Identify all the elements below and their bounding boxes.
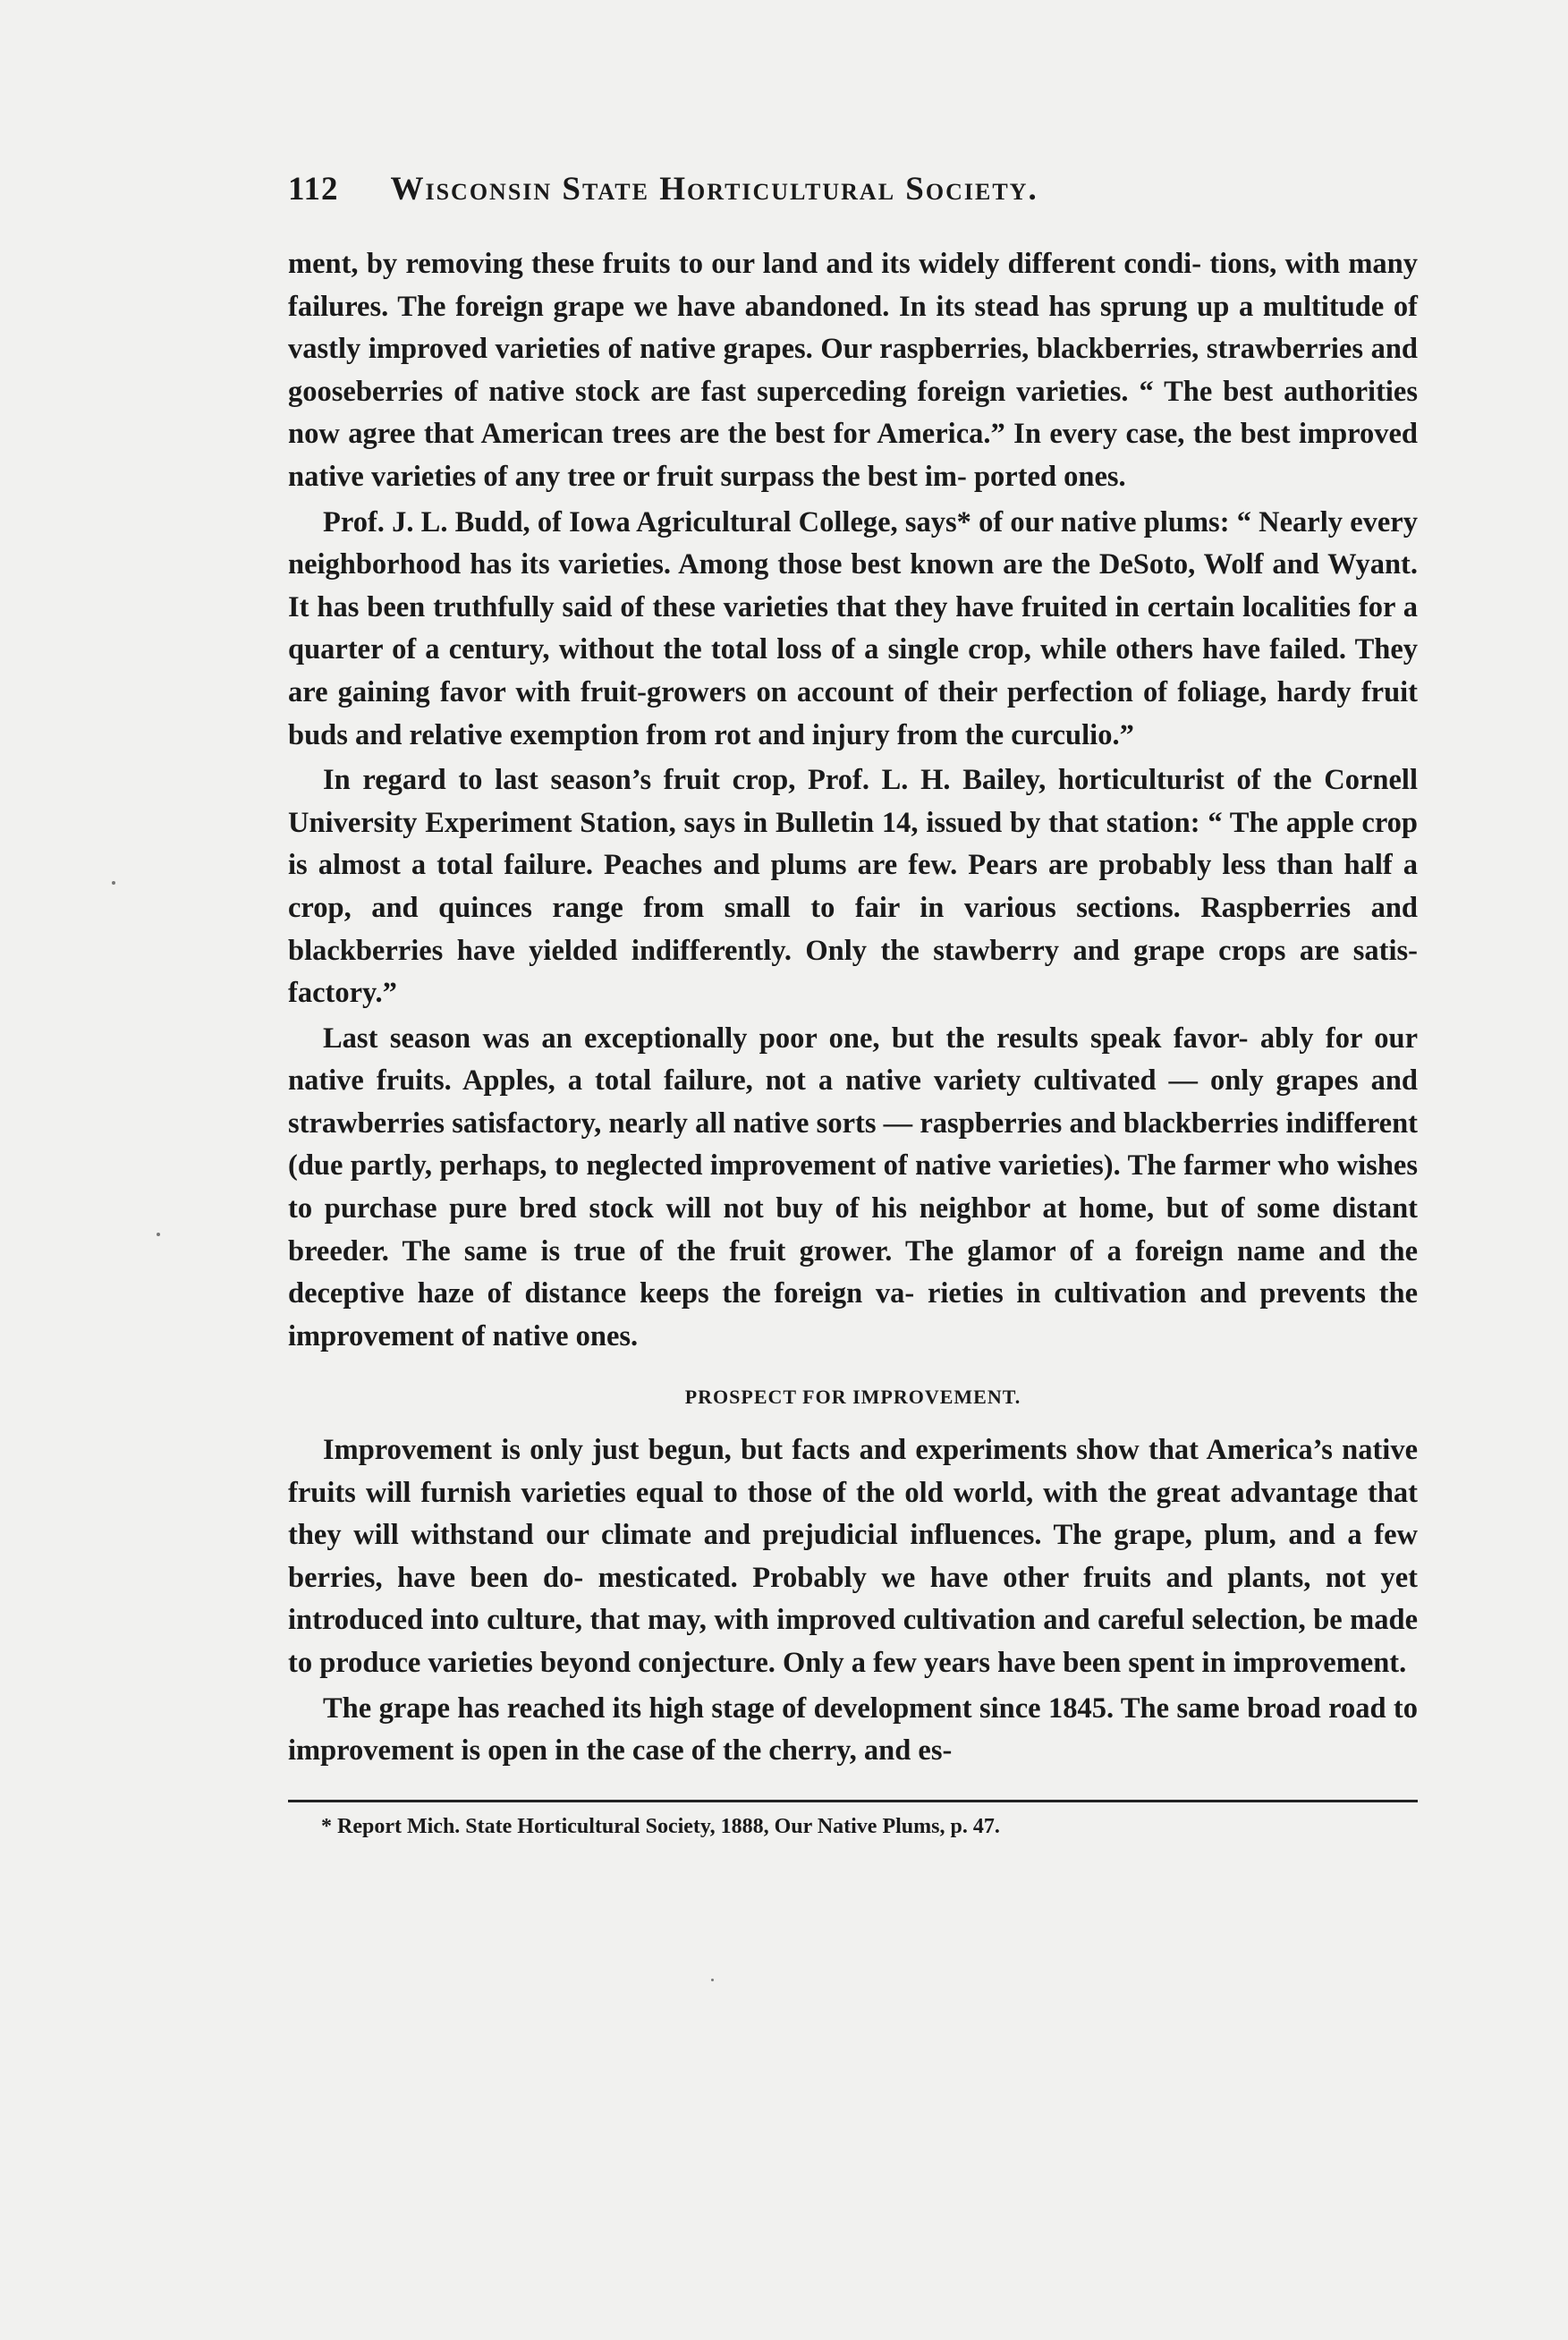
footnote-rule <box>288 1800 1418 1802</box>
scan-speck <box>711 1979 714 1981</box>
journal-title: Wisconsin State Horticultural Society. <box>390 171 1038 208</box>
body-text <box>288 243 1418 1773</box>
running-head <box>288 170 1418 224</box>
paragraph-2: Prof. J. L. Budd, of Iowa Agricultural College, says* of our native plums: “ Nearly every neighborhood has its varieties. Among those best known are the DeSoto, Wolf and Wyant. It has been truthfully said of these varieties that they have fruited in certain localities for a quarter of a century, without the total loss of a single crop, while others have failed. They are gaining favor with fruit-growers on account of their perfection of foliage, hardy fruit buds and relative exemption from rot and injury from the curculio.” <box>288 505 1418 751</box>
paragraph-6: The grape has reached its high stage of development since 1845. The same broad road to improvement is open in the case of the cherry, and es- <box>288 1691 1418 1768</box>
paragraph-3: In regard to last season’s fruit crop, Prof. L. H. Bailey, horticulturist of the Cornell University Experiment Station, says in Bulletin 14, issued by that station: “ The apple crop is almost a total failure. Peaches and plums are few. Pears are probably less than half a crop, and quinces range from small to fair in various sections. Raspberries and blackberries have yielded indifferently. Only the stawberry and grape crops are satis- factory.” <box>288 764 1418 1010</box>
footnote: * Report Mich. State Horticultural Society, 1888, Our Native Plums, p. 47. <box>321 1814 1000 1838</box>
paragraph-5: Improvement is only just begun, but facts and experiments show that America’s native fruits will furnish varieties equal to those of the old world, with the great advantage that they will withstand our climate and prejudicial influences. The grape, plum, and a few berries, have been do- mesticated. Probably we have other fruits and plants, not yet introduced into culture, that may, with improved cultivation and careful selection, be made to produce varieties beyond conjecture. Only a few years have been spent in improvement. <box>288 1434 1418 1679</box>
page-number: 112 <box>288 171 339 208</box>
scan-speck <box>157 1233 160 1236</box>
book-page <box>288 170 1418 1839</box>
section-heading: PROSPECT FOR IMPROVEMENT. <box>684 1386 1021 1409</box>
paragraph-1: ment, by removing these fruits to our land and its widely different condi- tions, with many failures. The foreign grape we have abandoned. In its stead has sprung up a multitude of vastly improved varieties of native grapes. Our raspberries, blackberries, strawberries and gooseberries of native stock are fast superceding foreign varieties. “ The best authorities now agree that American trees are the best for America.” In every case, the best improved native varieties of any tree or fruit surpass the best im- ported ones. <box>288 248 1418 493</box>
scan-speck <box>112 881 115 885</box>
paragraph-4: Last season was an exceptionally poor one, but the results speak favor- ably for our native fruits. Apples, a total failure, not a native variety cultivated — only grapes and strawberries satisfactory, nearly all native sorts — raspberries and blackberries indifferent (due partly, perhaps, to neglected improvement of native varieties). The farmer who wishes to purchase pure bred stock will not buy of his neighbor at home, but of some distant breeder. The same is true of the fruit grower. The glamor of a foreign name and the deceptive haze of distance keeps the foreign va- rieties in cultivation and prevents the improvement of native ones. <box>288 1022 1418 1352</box>
